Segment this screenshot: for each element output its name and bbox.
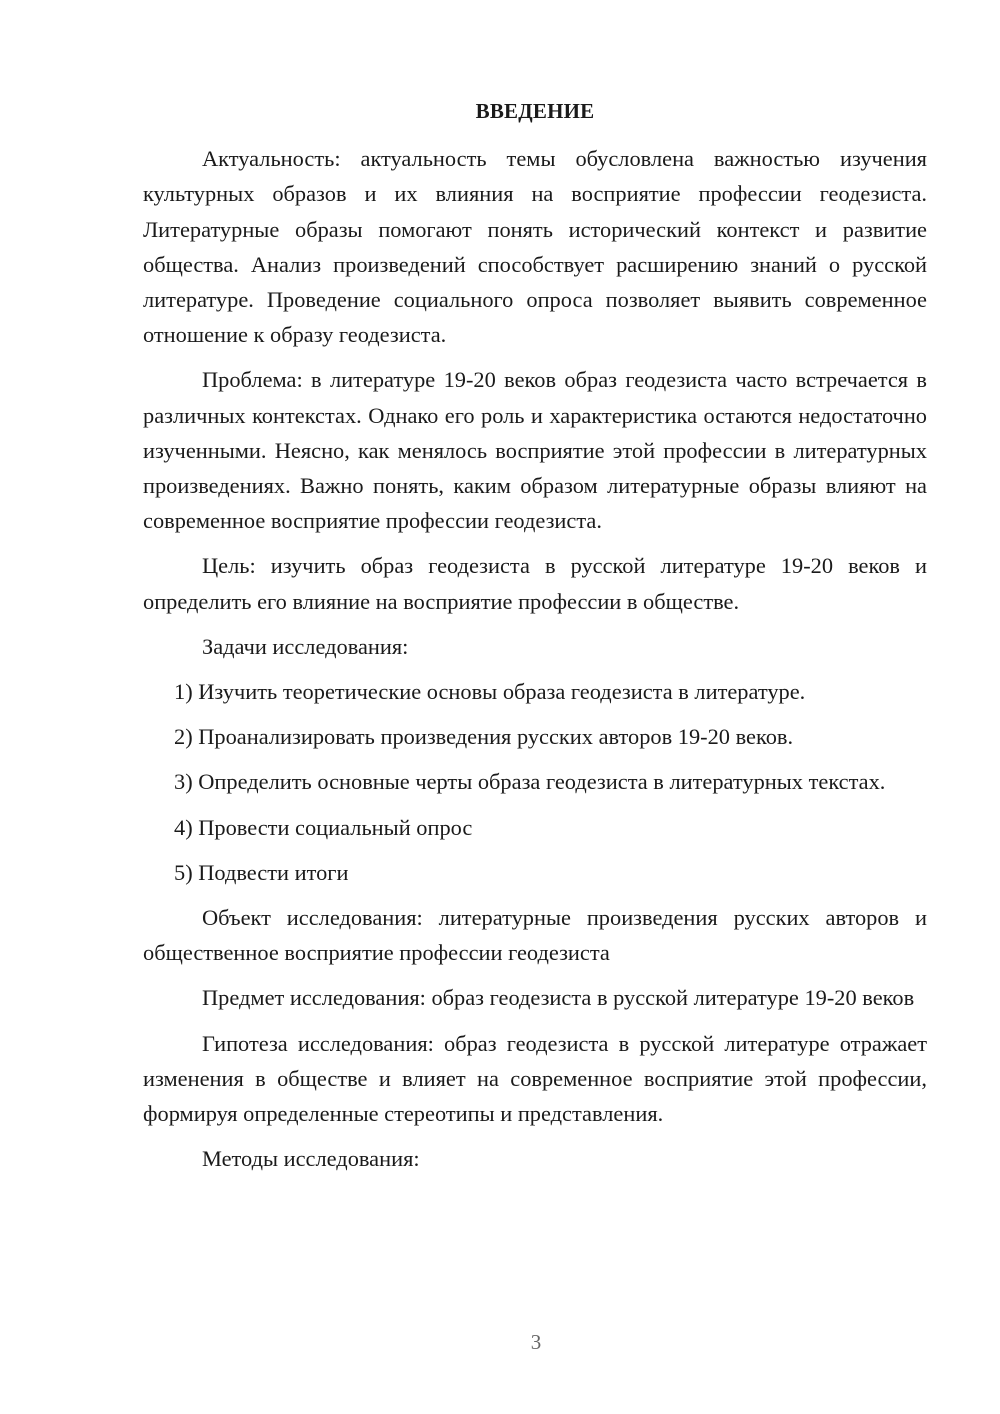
task-item-5: 5) Подвести итоги: [174, 859, 349, 885]
paragraph-object: Объект исследования: литературные произведения русских авторов и общественное восприятие профессии геодезиста: [143, 905, 927, 966]
task-item-1: 1) Изучить теоретические основы образа геодезиста в литературе.: [174, 679, 806, 705]
paragraph-subject: Предмет исследования: образ геодезиста в русской литературе 19-20 веков: [202, 985, 915, 1011]
task-item-2: 2) Проанализировать произведения русских авторов 19-20 веков.: [174, 724, 794, 750]
section-title: ВВЕДЕНИЕ: [475, 99, 595, 123]
task-item-4: 4) Провести социальный опрос: [174, 814, 473, 840]
page-content: [143, 94, 927, 1186]
paragraph-methods-heading: Методы исследования:: [202, 1146, 420, 1172]
paragraph-problem: Проблема: в литературе 19-20 веков образ геодезиста часто встречается в различных контекстах. Однако его роль и характеристика остаются недостаточно изученными. Неясно, как менялось восприятие этой профессии в литературных произведениях. Важно понять, каким образом литературные образы влияют на современное восприятие профессии геодезиста.: [143, 367, 927, 534]
paragraph-hypothesis: Гипотеза исследования: образ геодезиста в русской литературе отражает изменения в обществе и влияет на современное восприятие этой профессии, формируя определенные стереотипы и представления.: [143, 1030, 927, 1127]
page-number: 3: [530, 1330, 542, 1354]
paragraph-tasks-heading: Задачи исследования:: [202, 633, 409, 659]
paragraph-relevance: Актуальность: актуальность темы обусловлена важностью изучения культурных образов и их влияния на восприятие профессии геодезиста. Литературные образы помогают понять исторический контекст и развитие общества. Анализ произведений способствует расширению знаний о русской литературе. Проведение социального опроса позволяет выявить современное отношение к образу геодезиста.: [143, 146, 927, 348]
paragraph-goal: Цель: изучить образ геодезиста в русской литературе 19-20 веков и определить его влияние на восприятие профессии в обществе.: [143, 553, 927, 614]
task-item-3: 3) Определить основные черты образа геодезиста в литературных текстах.: [174, 769, 886, 795]
